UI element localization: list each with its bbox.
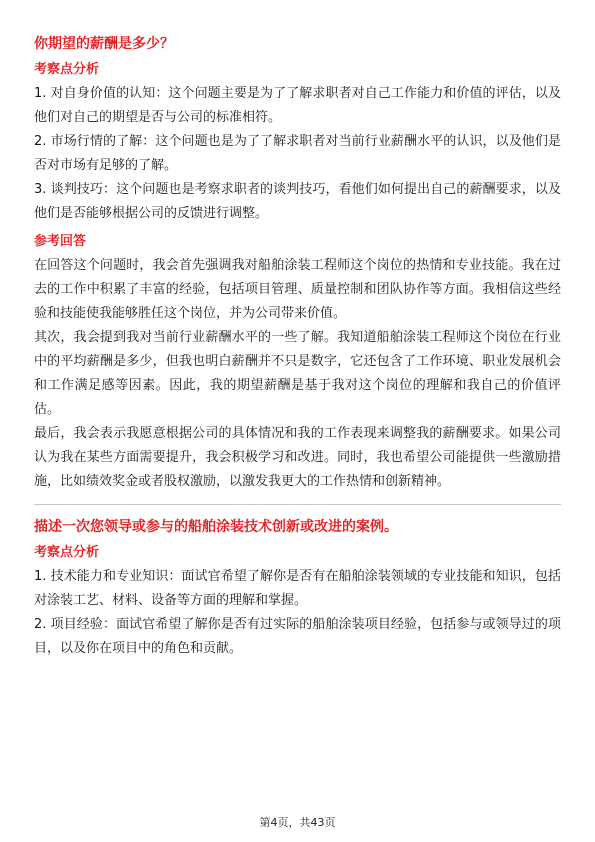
- analysis-heading: 考察点分析: [34, 545, 100, 560]
- analysis-heading: 考察点分析: [34, 62, 100, 77]
- question-title: 描述一次您领导或参与的船舶涂装技术创新或改进的案例。: [34, 519, 398, 535]
- question-title: 你期望的薪酬是多少？: [34, 36, 174, 52]
- analysis-item: 1. 对自身价值的认知：这个问题主要是为了了解求职者对自己工作能力和价值的评估，以及他们对自己的期望是否与公司的标准相符。: [34, 86, 561, 125]
- answer-paragraph: 其次，我会提到我对当前行业薪酬水平的一些了解。我知道船舶涂装工程师这个岗位在行业中的平均薪酬是多少，但我也明白薪酬并不只是数字，它还包含了工作环境、职业发展机会和工作满足感等因素。因此，我的期望薪酬是基于我对这个岗位的理解和我自己的价值评估。: [34, 330, 561, 417]
- analysis-item: 2. 项目经验：面试官希望了解你是否有过实际的船舶涂装项目经验，包括参与或领导过的项目，以及你在项目中的角色和贡献。: [34, 617, 561, 656]
- section-divider: [34, 504, 561, 505]
- analysis-item: 3. 谈判技巧：这个问题也是考察求职者的谈判技巧，看他们如何提出自己的薪酬要求，以及他们是否能够根据公司的反馈进行调整。: [34, 182, 561, 221]
- document-page: [34, 34, 561, 661]
- answer-paragraph: 最后，我会表示我愿意根据公司的具体情况和我的工作表现来调整我的薪酬要求。如果公司认为我在某些方面需要提升，我会积极学习和改进。同时，我也希望公司能提供一些激励措施，比如绩效奖金或者股权激励，以激发我更大的工作热情和创新精神。: [34, 426, 561, 489]
- page-number: 第4页，共43页: [259, 816, 336, 829]
- analysis-item: 2. 市场行情的了解：这个问题也是为了了解求职者对当前行业薪酬水平的认识，以及他们是否对市场有足够的了解。: [34, 134, 561, 173]
- analysis-item: 1. 技术能力和专业知识：面试官希望了解你是否有在船舶涂装领域的专业技能和知识，包括对涂装工艺、材料、设备等方面的理解和掌握。: [34, 569, 561, 608]
- answer-heading: 参考回答: [34, 234, 87, 249]
- answer-paragraph: 在回答这个问题时，我会首先强调我对船舶涂装工程师这个岗位的热情和专业技能。我在过去的工作中积累了丰富的经验，包括项目管理、质量控制和团队协作等方面。我相信这些经验和技能使我能够胜任这个岗位，并为公司带来价值。: [34, 258, 561, 321]
